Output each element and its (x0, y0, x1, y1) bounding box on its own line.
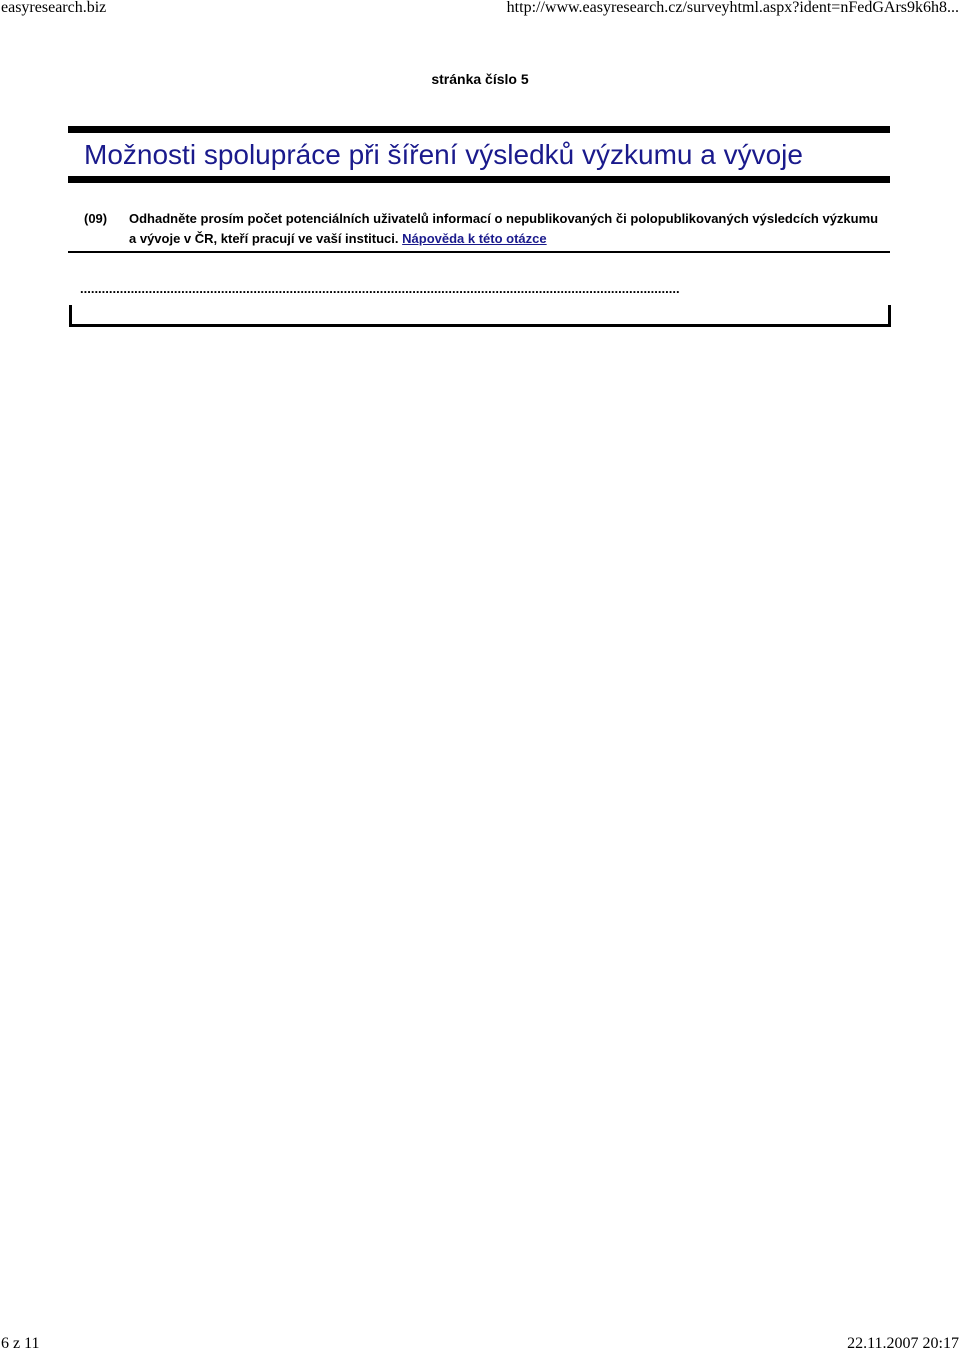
print-header-url: http://www.easyresearch.cz/surveyhtml.aspx?ident=nFedGArs9k6h8... (506, 0, 959, 16)
question-text-wrapper (129, 209, 879, 249)
section-rule-top (68, 126, 890, 133)
print-footer (0, 1336, 960, 1354)
question-divider (68, 251, 890, 253)
page-number-label: stránka číslo 5 (431, 71, 529, 87)
help-link[interactable]: Nápověda k této otázce (402, 231, 547, 246)
question-number: (09) (84, 211, 108, 226)
print-footer-page: 6 z 11 (1, 1335, 40, 1352)
print-header-site: easyresearch.biz (1, 0, 107, 16)
answer-input-box[interactable] (69, 305, 891, 327)
answer-placeholder-dots: ...................................................................................................................................................................... (80, 282, 680, 296)
print-header (0, 0, 960, 16)
print-footer-datetime: 22.11.2007 20:17 (847, 1335, 959, 1352)
question-text: Odhadněte prosím počet potenciálních uživatelů informací o nepublikovaných či polopublikovaných výsledcích výzkumu a vývoje v ČR, kteří pracují ve vaší instituci. (129, 211, 879, 246)
section-rule-bottom (68, 176, 890, 183)
section-title: Možnosti spolupráce při šíření výsledků výzkumu a vývoje (84, 139, 803, 170)
